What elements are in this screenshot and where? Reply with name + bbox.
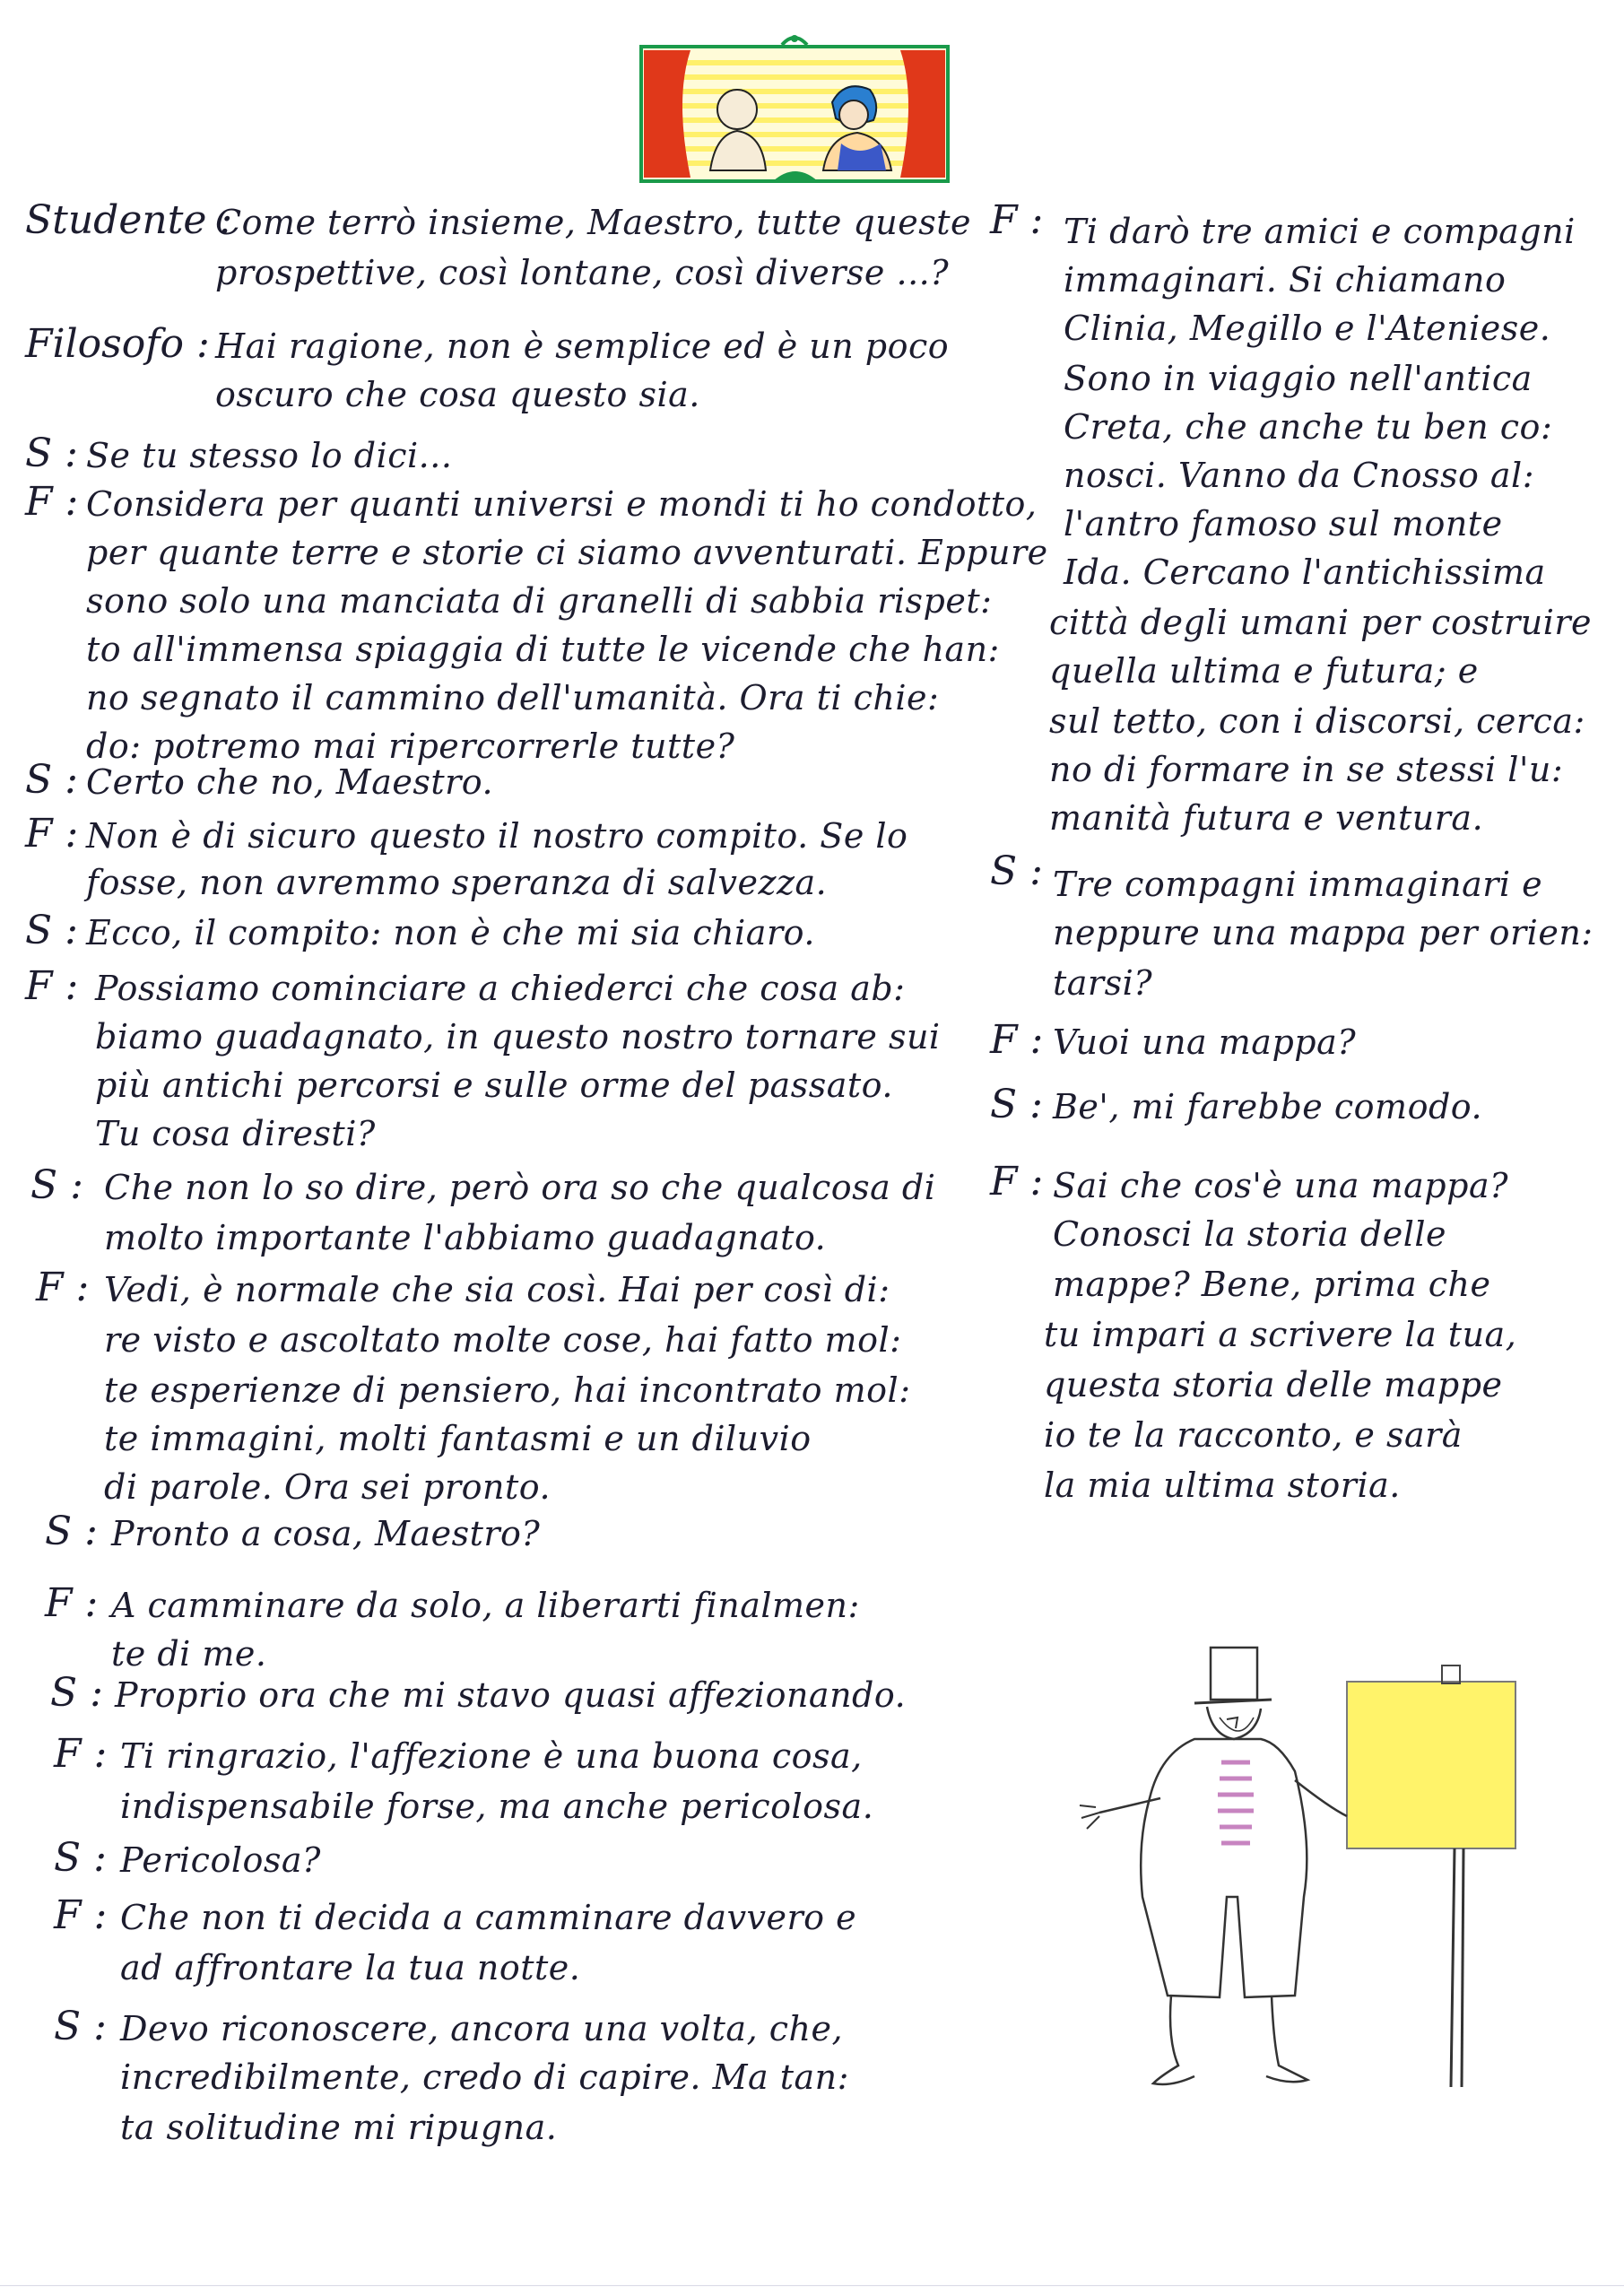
dialogue-line: per quante terre e storie ci siamo avventurati. Eppure [86,533,1048,572]
speaker-label: F : [25,811,79,857]
dialogue-line: Non è di sicuro questo il nostro compito. Se lo [86,816,908,856]
dialogue-line: fosse, non avremmo speranza di salvezza. [86,863,828,902]
dialogue-line: oscuro che cosa questo sia. [215,375,700,414]
dialogue-line: sul tetto, con i discorsi, cerca: [1049,701,1585,741]
dialogue-line: Ti darò tre amici e compagni [1064,212,1576,251]
dialogue-line: Pronto a cosa, Maestro? [111,1514,541,1553]
dialogue-line: Come terrò insieme, Maestro, tutte queste [215,203,971,242]
dialogue-line: io te la racconto, e sarà [1044,1415,1463,1455]
dialogue-line: manità futura e ventura. [1049,798,1484,838]
speaker-label: Studente : [25,197,233,243]
dialogue-line: te di me. [111,1634,267,1674]
dialogue-line: di parole. Ora sei pronto. [104,1467,551,1507]
speaker-label: S : [990,848,1043,894]
dialogue-line: Certo che no, Maestro. [86,762,494,802]
dialogue-line: città degli umani per costruire [1049,603,1593,642]
dialogue-line: nosci. Vanno da Cnosso al: [1064,456,1535,495]
dialogue-line: Creta, che anche tu ben co: [1064,407,1553,447]
speaker-label: F : [990,1159,1044,1205]
dialogue-line: te immagini, molti fantasmi e un diluvio [104,1419,812,1458]
dialogue-line: indispensabile forse, ma anche pericolosa. [120,1787,874,1826]
dialogue-line: Che non ti decida a camminare davvero e [120,1898,857,1937]
speaker-label: S : [30,1162,83,1208]
dialogue-line: Hai ragione, non è semplice ed è un poco [215,326,950,366]
dialogue-line: A camminare da solo, a liberarti finalmen: [111,1586,860,1625]
speaker-label: F : [54,1731,108,1777]
dialogue-line: no di formare in se stessi l'u: [1049,750,1564,789]
dialogue-line: tarsi? [1053,963,1153,1003]
dialogue-line: tu impari a scrivere la tua, [1044,1315,1517,1354]
dialogue-line: Be', mi farebbe comodo. [1053,1087,1483,1126]
dialogue-line: molto importante l'abbiamo guadagnato. [104,1218,827,1257]
dialogue-line: te esperienze di pensiero, hai incontrato mol: [104,1370,911,1410]
dialogue-line: Ida. Cercano l'antichissima [1064,552,1546,592]
dialogue-line: Considera per quanti universi e mondi ti ho condotto, [86,484,1038,524]
speaker-label: S : [25,908,78,953]
dialogue-line: do: potremo mai ripercorrerle tutte? [86,726,735,766]
dialogue-line: Che non lo so dire, però ora so che qualcosa di [104,1168,936,1207]
speaker-label: S : [54,2004,107,2049]
speaker-label: F : [54,1892,108,1938]
dialogue-line: sono solo una manciata di granelli di sabbia rispet: [86,581,993,621]
speaker-label: S : [54,1835,107,1881]
speaker-label: F : [990,197,1044,243]
speaker-label: S : [45,1509,98,1554]
dialogue-line: questa storia delle mappe [1044,1365,1503,1405]
speaker-label: S : [25,757,78,803]
dialogue-line: Ecco, il compito: non è che mi sia chiaro. [86,913,815,952]
dialogue-line: quella ultima e futura; e [1049,651,1479,691]
dialogue-line: Tu cosa diresti? [95,1114,376,1153]
dialogue-line: to all'immensa spiaggia di tutte le vicende che han: [86,630,1000,669]
dialogue-line: Tre compagni immaginari e [1053,865,1543,904]
dialogue-line: Se tu stesso lo dici... [86,436,453,475]
dialogue-line: più antichi percorsi e sulle orme del passato. [95,1065,893,1105]
speaker-label: S : [25,430,78,476]
dialogue-line: prospettive, così lontane, così diverse ...? [215,253,950,292]
dialogue-line: Vuoi una mappa? [1053,1022,1357,1062]
dialogue-line: Possiamo cominciare a chiederci che cosa ab: [95,969,906,1008]
dialogue-line: Ti ringrazio, l'affezione è una buona cosa, [120,1736,863,1776]
dialogue-line: Conosci la storia delle [1053,1214,1447,1254]
man-with-sign-illustration [1060,1628,1544,2099]
dialogue-line: mappe? Bene, prima che [1053,1265,1491,1304]
speaker-label: Filosofo : [25,321,210,367]
dialogue-line: ta solitudine mi ripugna. [120,2108,558,2147]
speaker-label: F : [990,1017,1044,1063]
speaker-label: S : [990,1082,1043,1127]
dialogue-line: Clinia, Megillo e l'Ateniese. [1064,309,1551,348]
speaker-label: F : [45,1580,99,1626]
speaker-label: F : [25,963,79,1009]
dialogue-line: Sono in viaggio nell'antica [1064,359,1533,398]
speaker-label: S : [50,1670,103,1716]
dialogue-line: Proprio ora che mi stavo quasi affezionando. [115,1675,907,1715]
speaker-label: F : [25,479,79,525]
dialogue-line: la mia ultima storia. [1044,1465,1401,1505]
dialogue-line: ad affrontare la tua notte. [120,1948,581,1987]
speaker-label: F : [36,1265,90,1310]
dialogue-line: Vedi, è normale che sia così. Hai per così di: [104,1270,890,1309]
dialogue-line: neppure una mappa per orien: [1053,913,1594,952]
dialogue-line: biamo guadagnato, in questo nostro tornare sui [95,1017,941,1057]
dialogue-line: no segnato il cammino dell'umanità. Ora ti chie: [86,678,940,718]
dialogue-line: re visto e ascoltato molte cose, hai fatto mol: [104,1320,902,1360]
dialogue-line: immaginari. Si chiamano [1064,260,1507,300]
page-edge-line [0,2285,1624,2286]
dialogue-line: l'antro famoso sul monte [1064,504,1503,544]
dialogue-line: Devo riconoscere, ancora una volta, che, [120,2009,844,2048]
dialogue-line: Pericolosa? [120,1840,321,1880]
stage-illustration [638,27,951,187]
dialogue-line: incredibilmente, credo di capire. Ma tan: [120,2057,849,2097]
dialogue-line: Sai che cos'è una mappa? [1053,1166,1508,1205]
